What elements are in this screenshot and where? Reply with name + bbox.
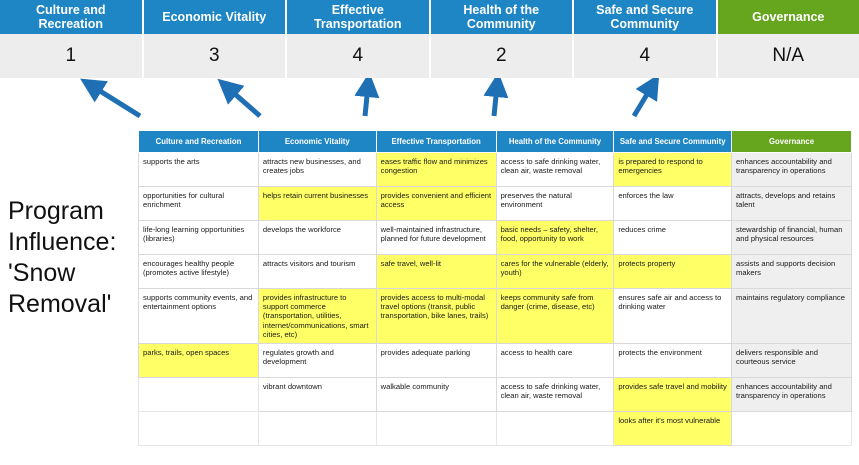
matrix-col-effective-transportation: Effective Transportation bbox=[376, 131, 496, 153]
influence-arrow-3 bbox=[365, 86, 368, 116]
matrix-col-safe-and-secure-community: Safe and Secure Community bbox=[614, 131, 732, 153]
scorecard-header-row bbox=[0, 0, 859, 34]
matrix-cell[interactable]: supports community events, and entertainment options bbox=[139, 289, 259, 344]
scorecard-header-governance[interactable]: Governance bbox=[718, 0, 859, 34]
matrix-cell[interactable]: supports the arts bbox=[139, 153, 259, 187]
matrix-cell[interactable]: assists and supports decision makers bbox=[732, 255, 852, 289]
matrix-col-health-of-the-community: Health of the Community bbox=[496, 131, 614, 153]
matrix-cell[interactable]: provides infrastructure to support commerce (transportation, utilities, internet/communications, smart cities, etc) bbox=[258, 289, 376, 344]
matrix-col-culture-and-recreation: Culture and Recreation bbox=[139, 131, 259, 153]
matrix-cell[interactable]: regulates growth and development bbox=[258, 344, 376, 378]
matrix-row bbox=[139, 412, 852, 446]
matrix-cell[interactable]: provides adequate parking bbox=[376, 344, 496, 378]
matrix-cell bbox=[376, 412, 496, 446]
score-health-of-the-community: 2 bbox=[431, 34, 575, 78]
matrix-cell[interactable]: delivers responsible and courteous service bbox=[732, 344, 852, 378]
matrix-cell[interactable]: enforces the law bbox=[614, 187, 732, 221]
matrix-cell[interactable]: is prepared to respond to emergencies bbox=[614, 153, 732, 187]
score-effective-transportation: 4 bbox=[287, 34, 431, 78]
matrix-cell[interactable]: looks after it's most vulnerable bbox=[614, 412, 732, 446]
matrix-header-row bbox=[139, 131, 852, 153]
influence-arrow-2 bbox=[228, 88, 260, 116]
matrix-cell bbox=[732, 412, 852, 446]
scorecard-header-effective-transportation[interactable]: Effective Transportation bbox=[287, 0, 431, 34]
scorecard-header-health-of-the-community[interactable]: Health of the Community bbox=[431, 0, 575, 34]
matrix-cell[interactable]: attracts, develops and retains talent bbox=[732, 187, 852, 221]
score-economic-vitality: 3 bbox=[144, 34, 288, 78]
matrix-row bbox=[139, 187, 852, 221]
matrix-cell[interactable]: basic needs – safety, shelter, food, opportunity to work bbox=[496, 221, 614, 255]
scorecard-header-economic-vitality[interactable]: Economic Vitality bbox=[144, 0, 288, 34]
matrix-cell[interactable]: reduces crime bbox=[614, 221, 732, 255]
matrix-cell[interactable]: safe travel, well-lit bbox=[376, 255, 496, 289]
matrix-cell[interactable]: encourages healthy people (promotes active lifestyle) bbox=[139, 255, 259, 289]
matrix-cell[interactable]: cares for the vulnerable (elderly, youth) bbox=[496, 255, 614, 289]
matrix-cell[interactable]: enhances accountability and transparency in operations bbox=[732, 153, 852, 187]
matrix-cell[interactable]: develops the workforce bbox=[258, 221, 376, 255]
matrix-row bbox=[139, 153, 852, 187]
score-governance: N/A bbox=[772, 45, 805, 66]
matrix-row bbox=[139, 344, 852, 378]
matrix-cell[interactable]: attracts new businesses, and creates jobs bbox=[258, 153, 376, 187]
matrix-cell[interactable]: protects the environment bbox=[614, 344, 732, 378]
matrix-cell[interactable]: access to safe drinking water, clean air, waste removal bbox=[496, 378, 614, 412]
matrix-cell[interactable]: opportunities for cultural enrichment bbox=[139, 187, 259, 221]
scorecard-header-culture-and-recreation[interactable]: Culture and Recreation bbox=[0, 0, 144, 34]
scorecard-band bbox=[0, 0, 859, 78]
matrix-cell[interactable]: stewardship of financial, human and physical resources bbox=[732, 221, 852, 255]
matrix-cell[interactable]: well-maintained infrastructure, planned for future development bbox=[376, 221, 496, 255]
scorecard-score-row bbox=[0, 34, 859, 78]
matrix-row bbox=[139, 221, 852, 255]
arrow-group bbox=[0, 78, 859, 130]
matrix-cell bbox=[496, 412, 614, 446]
matrix-cell[interactable]: provides convenient and efficient access bbox=[376, 187, 496, 221]
matrix-body bbox=[139, 153, 852, 446]
matrix-cell[interactable]: ensures safe air and access to drinking water bbox=[614, 289, 732, 344]
matrix-cell[interactable]: enhances accountability and transparency in operations bbox=[732, 378, 852, 412]
matrix-col-economic-vitality: Economic Vitality bbox=[258, 131, 376, 153]
matrix-col-governance: Governance bbox=[732, 131, 852, 153]
program-influence-caption: Program Influence: 'Snow Removal' bbox=[8, 197, 117, 318]
matrix-cell[interactable]: vibrant downtown bbox=[258, 378, 376, 412]
score-safe-and-secure-community: 4 bbox=[574, 34, 718, 78]
influence-arrow-1 bbox=[92, 86, 140, 116]
matrix-cell[interactable]: provides safe travel and mobility bbox=[614, 378, 732, 412]
matrix-row bbox=[139, 378, 852, 412]
matrix-cell[interactable]: protects property bbox=[614, 255, 732, 289]
matrix-cell[interactable]: access to health care bbox=[496, 344, 614, 378]
influence-arrow-5 bbox=[634, 86, 652, 116]
matrix-cell[interactable]: provides access to multi-modal travel options (transit, public transportation, bike lanes, trails) bbox=[376, 289, 496, 344]
matrix-cell[interactable]: maintains regulatory compliance bbox=[732, 289, 852, 344]
matrix-row bbox=[139, 255, 852, 289]
matrix-cell bbox=[139, 378, 259, 412]
score-culture-and-recreation: 1 bbox=[0, 34, 144, 78]
matrix-cell[interactable]: keeps community safe from danger (crime, disease, etc) bbox=[496, 289, 614, 344]
matrix-cell[interactable]: eases traffic flow and minimizes congestion bbox=[376, 153, 496, 187]
matrix-cell[interactable]: preserves the natural environment bbox=[496, 187, 614, 221]
matrix-cell bbox=[139, 412, 259, 446]
matrix-cell[interactable]: attracts visitors and tourism bbox=[258, 255, 376, 289]
matrix-cell[interactable]: walkable community bbox=[376, 378, 496, 412]
outcomes-matrix bbox=[138, 130, 852, 446]
matrix-cell bbox=[258, 412, 376, 446]
matrix-cell[interactable]: life-long learning opportunities (libraries) bbox=[139, 221, 259, 255]
matrix-cell[interactable]: helps retain current businesses bbox=[258, 187, 376, 221]
scorecard-header-safe-and-secure-community[interactable]: Safe and Secure Community bbox=[574, 0, 718, 34]
matrix-cell[interactable]: parks, trails, open spaces bbox=[139, 344, 259, 378]
matrix-cell[interactable]: access to safe drinking water, clean air, waste removal bbox=[496, 153, 614, 187]
influence-arrow-4 bbox=[494, 86, 497, 116]
matrix-row bbox=[139, 289, 852, 344]
